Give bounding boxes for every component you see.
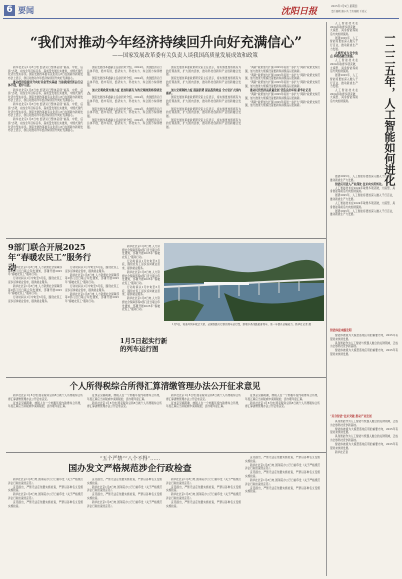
ai-subhead-agents: 智能体迎来爆发期: [330, 328, 352, 332]
lead-column-4: “两新”政策加力扩围 2025年将进一步扩大“两新”政策支持范围，加力推进大规模设备更新和消费品以旧换新。 “两新”政策加力扩围 2025年将进一步扩大“两新”政策支持范围，加力推进大规模设备更新和消费品以旧换新。 “两新”政策加力扩围 2025年将进一步扩大“两新”政策支持范围，加力推进大规模设备更新和消费品以旧换新。 推动民营经济高质量发展 营造良好环境 新华社记者 “两新”政策加力扩围 2025年将进一步扩大“两新”政策支持范围，加力推进大规模设备更新和消费品以旧换新。 “两新”政策加力扩围 2025年将进一步扩大“两新”政策支持范围，加力推进大规模设备更新和消费品以旧换新。: [245, 66, 320, 108]
lead-column-1: 新华社北京1月8日电 经济运行整体呈现“前高、中低、后扬”态势，完成全年目标任务，高质量发展扎实推进，中国式现代化迈出坚实步伐。国家发展改革委有关负责人8日在国新办新闻发布会上表示，我们对推动今年经济持续回升向好充满信心。 推动经济持续回升向好具备坚实基础 当前我国经济运行总体平稳，稳中有进。 新华社北京1月8日电 经济运行整体呈现“前高、中低、后扬”态势，完成全年目标任务，高质量发展扎实推进，中国式现代化迈出坚实步伐。国家发展改革委有关负责人8日在国新办新闻发布会上表示，我们对推动今年经济持续回升向好充满信心。 新华社北京1月8日电 经济运行整体呈现“前高、中低、后扬”态势，完成全年目标任务，高质量发展扎实推进，中国式现代化迈出坚实步伐。国家发展改革委有关负责人8日在国新办新闻发布会上表示，我们对推动今年经济持续回升向好充满信心。 新华社北京1月8日电 经济运行整体呈现“前高、中低、后扬”态势，完成全年目标任务，高质量发展扎实推进，中国式现代化迈出坚实步伐。国家发展改革委有关负责人8日在国新办新闻发布会上表示，我们对推动今年经济持续回升向好充满信心。: [8, 66, 83, 133]
photo-caption: 1月5日，和谐号列车驶过大桥。全国铁路实行新的列车运行图，新增多条线路旅客列车，进一步提升运输能力。新华社记者 摄: [172, 323, 311, 326]
inspection-body-1: 新华社北京1月8日电 国务院办公厅日前印发《关于严格规范涉企行政检查的意见》。 意见提出，严禁无法定依据实施检查，严禁以各种名义变相实施检查。 新华社北京1月8日电 国务院办公厅日前印发《关于严格规范涉企行政检查的意见》。 意见提出，严禁无法定依据实施检查，严禁以各种名义变相实施检查。: [8, 478, 83, 508]
ai-feature-title: 一二二五年，人工智能如何进化: [383, 32, 396, 186]
right-column-text-a: 人工智能技术在2024年取得多项突破，大模型、具身智能等前沿方向加速演进。 展望2025年，人工智能将更加深入融入千行百业，推动新质生产力发展。 大模型成为竞争焦点 多模态融合加速。 人工智能技术在2024年取得多项突破，大模型、具身智能等前沿方向加速演进。 展望2025年，人工智能将更加深入融入千行百业，推动新质生产力发展。 人工智能技术在2024年取得多项突破，大模型、具身智能等前沿方向加速演进。: [330, 22, 358, 103]
photo-caption-title: 1月5日起实行新的列车运行图: [120, 337, 168, 353]
migrant-body-1: 新华社北京1月8日电 人力资源社会保障部等9部门近日联合印发通知，部署开展2025年“春暖农民工”服务行动。 行动时间从1月中旬至3月底，围绕农民工返乡返岗就业需求，提供就业服务。 新华社北京1月8日电 人力资源社会保障部等9部门近日联合印发通知，部署开展2025年“春暖农民工”服务行动。 行动时间从1月中旬至3月底，围绕农民工返乡返岗就业需求，提供就业服务。: [8, 266, 62, 303]
inspection-body-3: 新华社北京1月8日电 国务院办公厅日前印发《关于严格规范涉企行政检查的意见》。 意见提出，严禁无法定依据实施检查，严禁以各种名义变相实施检查。 新华社北京1月8日电 国务院办公厅日前印发《关于严格规范涉企行政检查的意见》。 意见提出，严禁无法定依据实施检查，严禁以各种名义变相实施检查。: [166, 478, 241, 508]
ai-body-agents: 智能体被视为大模型落地应用的重要方向，2025年有望迎来快速发展。 具身智能作为人工智能与机器人融合的关键领域，正成为全球科技竞争新高地。 智能体被视为大模型落地应用的重要方向，2025年有望迎来快速发展。: [330, 334, 398, 356]
tax-headline: 个人所得税综合所得汇算清缴管理办法公开征求意见: [69, 381, 261, 391]
migrant-body-3: 新华社北京1月8日电 人力资源社会保障部等9部门近日联合印发通知，部署开展2025年“春暖农民工”服务行动。 行动时间从1月中旬至3月底，围绕农民工返乡返岗就业需求，提供就业服务。 新华社北京1月8日电 人力资源社会保障部等9部门近日联合印发通知，部署开展2025年“春暖农民工”服务行动。 行动时间从1月中旬至3月底，围绕农民工返乡返岗就业需求，提供就业服务。 新华社北京1月8日电 人力资源社会保障部等9部门近日联合印发通知，部署开展2025年“春暖农民工”服务行动。: [122, 245, 160, 312]
inspection-headline: 国办发文严格规范涉企行政检查: [68, 464, 192, 474]
section-label: 要闻: [18, 6, 34, 15]
inspection-body-4: 意见提出，严禁无法定依据实施检查，严禁以各种名义变相实施检查。 新华社北京1月8日电 国务院办公厅日前印发《关于严格规范涉企行政检查的意见》。 意见提出，严禁无法定依据实施检查，严禁以各种名义变相实施检查。 新华社北京1月8日电 国务院办公厅日前印发《关于严格规范涉企行政检查的意见》。 意见提出，严禁无法定依据实施检查，严禁以各种名义变相实施检查。: [245, 456, 320, 494]
migrant-headline: 9部门联合开展2025年“春暖农民工”服务行动: [8, 242, 92, 272]
tax-body-4: 征求意见稿明确，纳税人在一个纳税年度内取得综合所得，年度汇算应当补税或申请退税的，需办理年度汇算。 新华社北京1月8日电 国家税务总局8日就个人所得税综合所得汇算清缴管理办法公开征求意见。: [245, 394, 320, 409]
edition-date: 2025年1月9日 星期四: [331, 5, 358, 8]
bridge-train-photo: [164, 243, 324, 321]
lead-subheadline: ——国家发展改革委有关负责人谈我国高质量发展成效和政策: [112, 53, 258, 59]
ai-body-embodied: 具身智能作为人工智能与机器人融合的关键领域，正成为全球科技竞争新高地。 智能体被视为大模型落地应用的重要方向，2025年有望迎来快速发展。 具身智能作为人工智能与机器人融合的关键领域，正成为全球科技竞争新高地。 智能体被视为大模型落地应用的重要方向，2025年有望迎来快速发展。 新华社记者: [330, 420, 398, 454]
ai-subhead-embodied: “具身智能”技术突破 推动产业发展: [330, 414, 372, 418]
editor-line: 责任编辑 谢小名 美术编辑 王春元: [331, 10, 367, 13]
tax-body-3: 新华社北京1月8日电 国家税务总局8日就个人所得税综合所得汇算清缴管理办法公开征求意见。 征求意见稿明确，纳税人在一个纳税年度内取得综合所得，年度汇算应当补税或申请退税的，需办理年度汇算。: [166, 394, 241, 409]
tax-body-1: 新华社北京1月8日电 国家税务总局8日就个人所得税综合所得汇算清缴管理办法公开征求意见。 征求意见稿明确，纳税人在一个纳税年度内取得综合所得，年度汇算应当补税或申请退税的，需办理年度汇算。: [8, 394, 83, 409]
lead-headline: “我们对推动今年经济持续回升向好充满信心”: [29, 35, 303, 51]
tax-body-2: 征求意见稿明确，纳税人在一个纳税年度内取得综合所得，年度汇算应当补税或申请退税的，需办理年度汇算。 新华社北京1月8日电 国家税务总局8日就个人所得税综合所得汇算清缴管理办法公开征求意见。: [87, 394, 162, 409]
right-column-text-b: 展望2025年，人工智能将更加深入融入千行百业，推动新质生产力发展。 智能应用进入产业深处 技术向实用转化。 人工智能技术在2024年取得多项突破，大模型、具身智能等前沿方向加速演进。 展望2025年，人工智能将更加深入融入千行百业，推动新质生产力发展。 人工智能技术在2024年取得多项突破，大模型、具身智能等前沿方向加速演进。 展望2025年，人工智能将更加深入融入千行百业，推动新质生产力发展。: [330, 175, 395, 217]
inspection-body-2: 意见提出，严禁无法定依据实施检查，严禁以各种名义变相实施检查。 新华社北京1月8日电 国务院办公厅日前印发《关于严格规范涉企行政检查的意见》。 意见提出，严禁无法定依据实施检查，严禁以各种名义变相实施检查。 新华社北京1月8日电 国务院办公厅日前印发《关于严格规范涉企行政检查的意见》。: [87, 478, 162, 508]
lead-column-3: 国家发展改革委政策研究室主任表示，将实施更加积极有为的宏观政策，扩大国内需求，推动科技创新和产业创新融合发展。 国家发展改革委政策研究室主任表示，将实施更加积极有为的宏观政策，扩大国内需求，推动科技创新和产业创新融合发展。 加大宏观调控力度 提振消费 提高投资效益 全方位扩大国内需求。 国家发展改革委政策研究室主任表示，将实施更加积极有为的宏观政策，扩大国内需求，推动科技创新和产业创新融合发展。 国家发展改革委政策研究室主任表示，将实施更加积极有为的宏观政策，扩大国内需求，推动科技创新和产业创新融合发展。 国家发展改革委政策研究室主任表示，将实施更加积极有为的宏观政策，扩大国内需求，推动科技创新和产业创新融合发展。: [166, 66, 241, 129]
migrant-body-2: 行动时间从1月中旬至3月底，围绕农民工返乡返岗就业需求，提供就业服务。 新华社北京1月8日电 人力资源社会保障部等9部门近日联合印发通知，部署开展2025年“春暖农民工”服务行动。 行动时间从1月中旬至3月底，围绕农民工返乡返岗就业需求，提供就业服务。 新华社北京1月8日电 人力资源社会保障部等9部门近日联合印发通知，部署开展2025年“春暖农民工”服务行动。: [65, 266, 119, 303]
newspaper-logo: 沈阳日报: [281, 7, 318, 17]
page-number-badge: 6: [4, 5, 15, 16]
inspection-kicker: “五个严禁”“八个不得”……: [99, 456, 161, 462]
lead-column-2: 国家发展改革委副主任赵辰昕介绍，2024年，我国经济运行总体平稳，稳中有进，经济实力、科技实力、综合国力持续增强。 国家发展改革委副主任赵辰昕介绍，2024年，我国经济运行总体平稳，稳中有进，经济实力、科技实力、综合国力持续增强。 加大宏观政策实施力度 更加积极有为的宏观政策将持续发力。 国家发展改革委副主任赵辰昕介绍，2024年，我国经济运行总体平稳，稳中有进，经济实力、科技实力、综合国力持续增强。 国家发展改革委副主任赵辰昕介绍，2024年，我国经济运行总体平稳，稳中有进，经济实力、科技实力、综合国力持续增强。 国家发展改革委副主任赵辰昕介绍，2024年，我国经济运行总体平稳，稳中有进，经济实力、科技实力、综合国力持续增强。: [87, 66, 162, 129]
masthead: [3, 4, 399, 18]
